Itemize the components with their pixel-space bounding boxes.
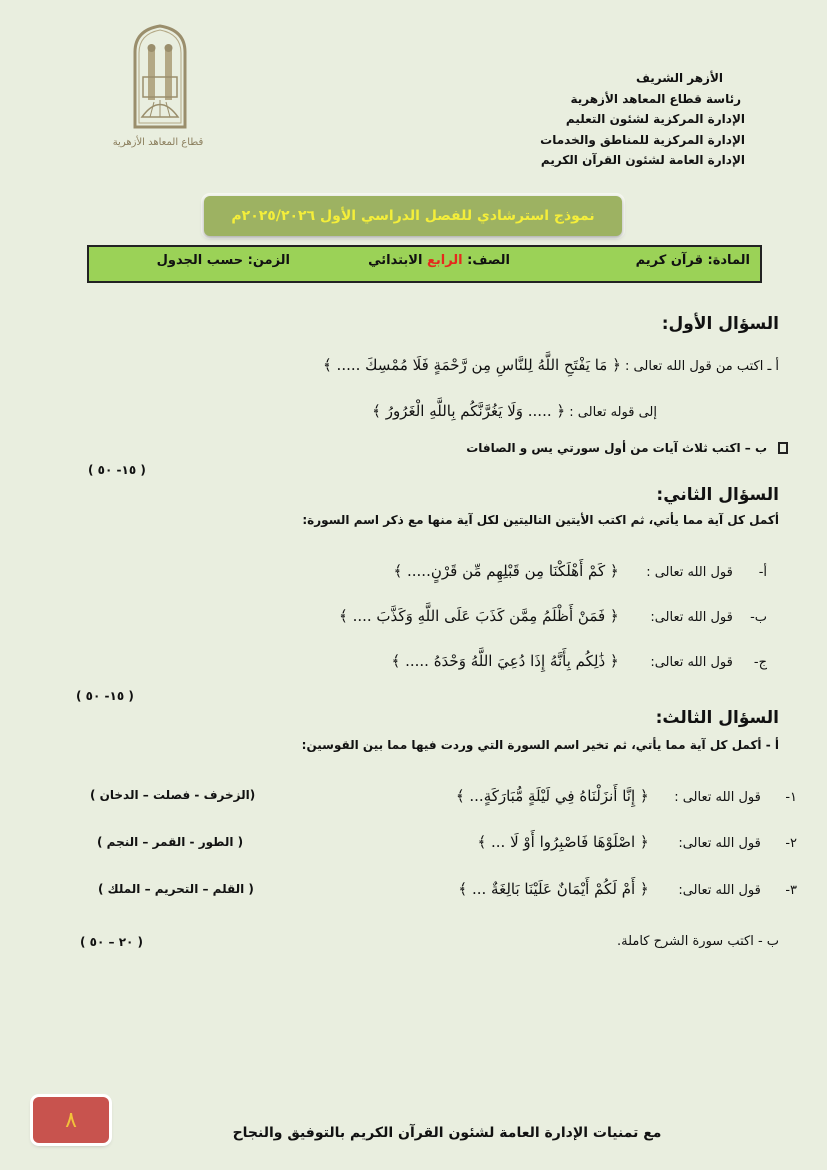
header-line: الإدارة المركزية للمناطق والخدمات: [540, 132, 745, 147]
q3-item: [477, 833, 797, 851]
q3-item: [458, 880, 797, 898]
q3-item-choices: ( الطور - القمر – النجم ): [97, 835, 244, 849]
grade-value: الابتدائي: [368, 253, 423, 268]
q2-item: [392, 652, 767, 670]
q3-item-verse: ﴿ اصْلَوْهَا فَاصْبِرُوا أَوْ لَا ... ﴾: [477, 833, 649, 851]
q1-marks: ( ١٥- ٥٠ ): [88, 463, 146, 477]
q3-item-label: قول الله تعالى:: [678, 883, 761, 898]
q2-marks: ( ١٥- ٥٠ ): [76, 689, 134, 703]
q3-item-choices: (الزخرف - فصلت – الدخان ): [90, 788, 256, 802]
q2-instruction: أكمل كل آية مما يأتي، ثم اكتب الأيتين التاليتين لكل آية منها مع ذكر اسم السورة:: [302, 513, 779, 527]
checkbox[interactable]: [778, 442, 788, 454]
q1-a-prefix: أ ـ اكتب من قول الله تعالى :: [625, 359, 779, 374]
time-field: [157, 253, 290, 268]
q3-marks: ( ٢٠ – ٥٠ ): [80, 935, 144, 949]
institution-header: [485, 68, 745, 171]
grade-highlight: الرابع: [426, 253, 463, 268]
grade-label: الصف:: [467, 253, 510, 268]
q2-title: السؤال الثاني:: [656, 485, 779, 505]
exam-title-box: [204, 196, 622, 236]
mosque-emblem-icon: [110, 22, 210, 137]
header-line: الإدارة العامة لشئون القرآن الكريم: [540, 153, 745, 167]
q1-a-line: [323, 356, 779, 374]
q2-item-letter: ج-: [753, 655, 767, 670]
q2-item-verse: ﴿ فَمَنْ أَظْلَمُ مِمَّن كَذَبَ عَلَى اللَّهِ وَكَذَّبَ .... ﴾: [339, 607, 619, 625]
subject-label: المادة:: [707, 253, 750, 268]
page-number-badge: [33, 1097, 109, 1143]
q2-item-verse: ﴿ ذَٰلِكُم بِأَنَّهُ إِذَا دُعِيَ اللَّهُ وَحْدَهُ ..... ﴾: [391, 652, 619, 670]
q3-item-label: قول الله تعالى:: [678, 836, 761, 851]
header-line: رئاسة قطاع المعاهد الأزهرية: [570, 91, 741, 106]
time-value: حسب الجدول: [156, 253, 244, 268]
q2-item: [393, 562, 767, 580]
subject-value: قرآن كريم: [635, 253, 703, 268]
q3-instruction: أ - أكمل كل آية مما يأتي، ثم تخير اسم السورة التي وردت فيها مما بين القوسين:: [301, 738, 779, 752]
header-line: الأزهر الشريف: [635, 71, 723, 85]
q2-item-label: قول الله تعالى :: [646, 565, 733, 580]
grade-field: [368, 253, 510, 268]
q1-a-verse: ﴿ مَا يَفْتَحِ اللَّهُ لِلنَّاسِ مِن رَّحْمَةٍ فَلَا مُمْسِكَ ..... ﴾: [323, 356, 621, 374]
q3-item: [456, 787, 797, 805]
q2-item: [339, 607, 767, 625]
q3-item-verse: ﴿ إِنَّا أَنزَلْنَاهُ فِي لَيْلَةٍ مُّبَارَكَةٍ... ﴾: [455, 787, 649, 805]
exam-title: نموذج استرشادي للفصل الدراسي الأول ٢٠٢٥/٢٠٢٦م: [231, 208, 595, 224]
q1-b: ب – اكتب ثلاث آيات من أول سورتي يس و الصافات: [466, 441, 767, 455]
q2-item-letter: أ-: [758, 565, 767, 580]
q3-item-verse: ﴿ أَمْ لَكُمْ أَيْمَانٌ عَلَيْنَا بَالِغَةٌ ... ﴾: [458, 880, 649, 898]
subject-field: [636, 253, 750, 268]
q1-a-to-line: [372, 402, 657, 420]
q2-item-verse: ﴿ كَمْ أَهْلَكْنَا مِن قَبْلِهِم مِّن قَرْنٍ..... ﴾: [393, 562, 619, 580]
q1-a-to-prefix: إلى قوله تعالى :: [569, 405, 657, 420]
header-line: الإدارة المركزية لشئون التعليم: [565, 112, 745, 126]
q1-title: السؤال الأول:: [661, 314, 779, 334]
q2-item-label: قول الله تعالى:: [650, 655, 733, 670]
footer-message: مع تمنيات الإدارة العامة لشئون القرآن الكريم بالتوفيق والنجاح: [232, 1125, 662, 1141]
info-bar: [87, 245, 762, 283]
q3-title: السؤال الثالث:: [655, 708, 779, 728]
q1-a-to-verse: ﴿ ..... وَلَا يَغُرَّنَّكُم بِاللَّهِ الْغَرُورُ ﴾: [372, 402, 566, 420]
q3-item-num: ١-: [785, 790, 797, 805]
q2-item-label: قول الله تعالى:: [650, 610, 733, 625]
q3-item-num: ٣-: [785, 883, 797, 898]
q2-item-letter: ب-: [750, 610, 767, 625]
logo-caption: قطاع المعاهد الأزهرية: [112, 137, 204, 148]
q3-item-choices: ( القلم – التحريم – الملك ): [98, 882, 254, 896]
time-label: الزمن:: [247, 253, 290, 268]
page-number: ٨: [65, 1107, 77, 1133]
q3-item-num: ٢-: [785, 836, 797, 851]
q3-item-label: قول الله تعالى :: [674, 790, 761, 805]
q3-b: ب - اكتب سورة الشرح كاملة.: [616, 934, 779, 949]
